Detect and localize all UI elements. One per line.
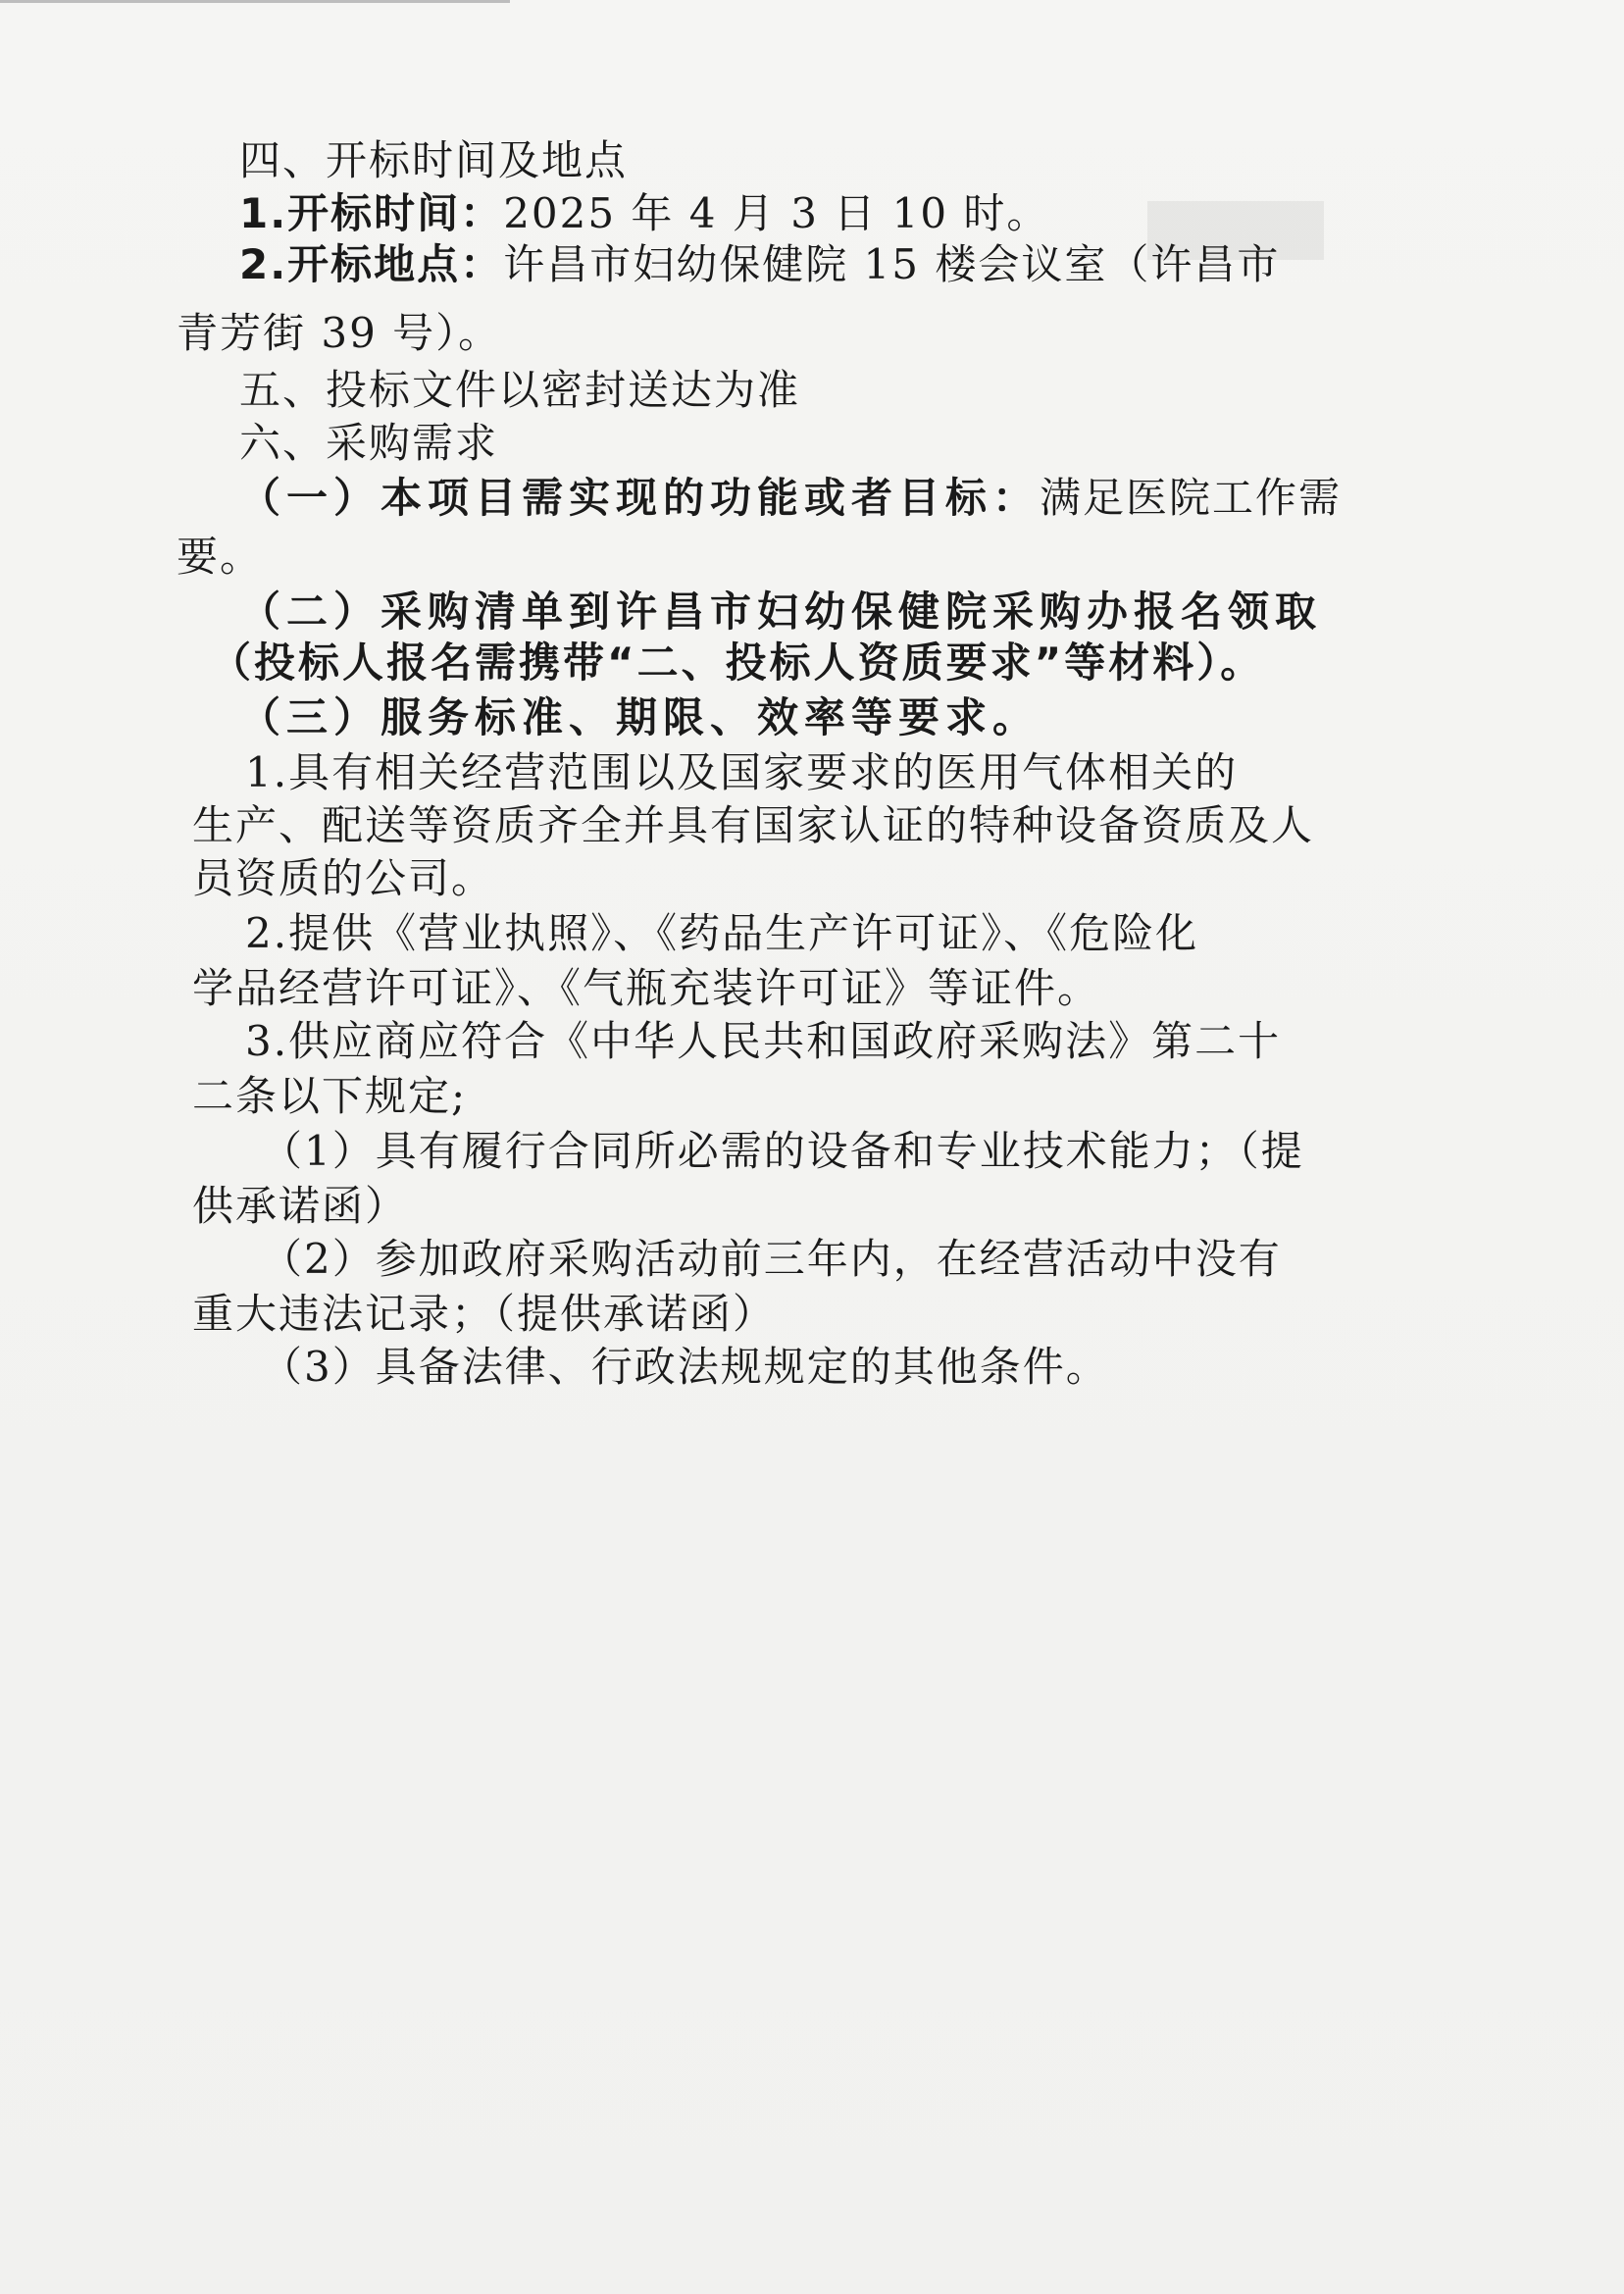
item-1-cont-a: 生产、配送等资质齐全并具有国家认证的特种设备资质及人	[192, 801, 1315, 849]
bid-opening-time-value: 2025 年 4 月 3 日 10 时。	[503, 189, 1050, 237]
item-2: 2.提供《营业执照》、《药品生产许可证》、《危险化	[245, 909, 1199, 957]
sub-item-2: （2）参加政府采购活动前三年内，在经营活动中没有	[261, 1235, 1282, 1283]
item-3-cont: 二条以下规定;	[192, 1072, 468, 1120]
item-2-cont: 学品经营许可证》、《气瓶充装许可证》等证件。	[192, 964, 1101, 1012]
requirement-1-cont: 要。	[177, 533, 264, 581]
section-heading-6: 六、采购需求	[239, 419, 499, 467]
sub-item-1: （1）具有履行合同所必需的设备和专业技术能力；（提	[261, 1127, 1304, 1175]
bid-opening-place-cont: 青芳街 39 号）。	[177, 309, 502, 357]
requirement-1	[239, 471, 1342, 526]
sub-item-2-cont: 重大违法记录；（提供承诺函）	[192, 1290, 777, 1338]
requirement-2: （二）采购清单到许昌市妇幼保健院采购办报名领取	[239, 587, 1323, 636]
item-3: 3.供应商应符合《中华人民共和国政府采购法》第二十	[245, 1017, 1282, 1065]
bid-opening-time	[239, 186, 1049, 241]
item-1: 1.具有相关经营范围以及国家要求的医用气体相关的	[245, 748, 1239, 796]
section-heading-4: 四、开标时间及地点	[239, 136, 629, 184]
sub-item-3: （3）具备法律、行政法规规定的其他条件。	[261, 1343, 1109, 1391]
bid-opening-place-value: 许昌市妇幼保健院 15 楼会议室（许昌市	[503, 240, 1281, 288]
bid-opening-place-label: 2.开标地点：	[239, 240, 504, 288]
scan-edge-line	[0, 0, 510, 3]
bid-opening-time-label: 1.开标时间：	[239, 189, 504, 237]
requirement-2-cont: （投标人报名需携带“二、投标人资质要求”等材料）。	[210, 638, 1265, 687]
requirement-1-value: 满足医院工作需	[1040, 474, 1343, 522]
requirement-3: （三）服务标准、期限、效率等要求。	[239, 693, 1040, 741]
section-heading-5: 五、投标文件以密封送达为准	[239, 366, 801, 414]
item-1-cont-b: 员资质的公司。	[192, 854, 495, 902]
bid-opening-place	[239, 237, 1280, 292]
requirement-1-label: （一）本项目需实现的功能或者目标：	[239, 474, 1040, 522]
sub-item-1-cont: 供承诺函）	[192, 1182, 409, 1230]
